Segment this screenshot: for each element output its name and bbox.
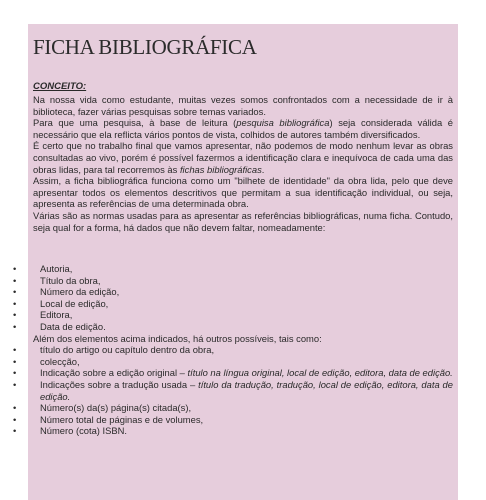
bullet-icon: • bbox=[13, 378, 17, 390]
bullet-icon: • bbox=[13, 344, 17, 356]
list-item bbox=[0, 402, 486, 414]
list-item-text: Indicação sobre a edição original – bbox=[40, 367, 188, 379]
paragraph-3: É certo que no trabalho final que vamos apresentar, não podemos de modo nenhum levar as obras consultadas ao vivo, porém é possível fazermos a identificação clara e inequívoca de cada uma das obras lidas, para tal recorremos às fichas bibliográficas. bbox=[33, 140, 453, 175]
list-item bbox=[0, 275, 486, 287]
list-item-text: Número da edição, bbox=[40, 286, 120, 298]
bullet-icon: • bbox=[13, 320, 17, 332]
required-items-list bbox=[0, 263, 486, 437]
paragraph-5: Várias são as normas usadas para as apresentar as referências bibliográficas, numa ficha. Contudo, seja qual for a forma, há dados que não devem faltar, nomeadamente: bbox=[33, 209, 453, 233]
bullet-icon: • bbox=[13, 309, 17, 321]
list-item-text: Editora, bbox=[40, 309, 73, 321]
list-item-italic: título da tradução, tradução, local de edição, editora, data de edição. bbox=[40, 378, 453, 402]
list-item bbox=[0, 286, 486, 298]
bullet-icon: • bbox=[13, 286, 17, 298]
section-heading: CONCEITO: bbox=[33, 81, 87, 92]
bullet-icon: • bbox=[13, 297, 17, 309]
list-item bbox=[0, 414, 486, 426]
list-item-text: Número (cota) ISBN. bbox=[40, 425, 128, 437]
list-item-text: Número(s) da(s) página(s) citada(s), bbox=[40, 402, 192, 414]
paragraph-2: Para que uma pesquisa, à base de leitura (pesquisa bibliográfica) seja considerada válida é necessário que ela reflicta vários pontos de vista, colhidos de autores também diversificados. bbox=[33, 117, 453, 140]
list-item-text: Número total de páginas e de volumes, bbox=[40, 413, 204, 425]
list-item bbox=[0, 367, 486, 379]
document-title: FICHA BIBLIOGRÁFICA bbox=[33, 35, 257, 59]
list-item-text: Indicações sobre a tradução usada – bbox=[40, 378, 199, 390]
list-item bbox=[0, 298, 486, 310]
bullet-icon: • bbox=[13, 402, 17, 414]
list-item-text: Autoria, bbox=[40, 263, 73, 274]
italic-term: pesquisa bibliográfica bbox=[236, 117, 330, 129]
list-item bbox=[0, 425, 486, 437]
list-item-text: Local de edição, bbox=[40, 297, 109, 309]
list-item-text: Título da obra, bbox=[40, 274, 101, 286]
list-item bbox=[0, 356, 486, 368]
list-item-text: título do artigo ou capítulo dentro da obra, bbox=[40, 344, 215, 356]
bullet-icon: • bbox=[13, 413, 17, 425]
paragraph-1: Na nossa vida como estudante, muitas vezes somos confrontados com a necessidade de ir à biblioteca, fazer várias pesquisas sobre temas variados. bbox=[33, 94, 453, 117]
list-intro-text: Além dos elementos acima indicados, há outros possíveis, tais como: bbox=[33, 332, 322, 344]
list-item bbox=[0, 263, 486, 275]
bullet-icon: • bbox=[13, 274, 17, 286]
list-item bbox=[0, 309, 486, 321]
list-item bbox=[0, 379, 486, 402]
list-item-italic: título na língua original, local de edição, editora, data de edição. bbox=[187, 367, 453, 379]
list-item bbox=[0, 344, 486, 356]
bullet-icon: • bbox=[13, 367, 17, 379]
list-item-text: Data de edição. bbox=[40, 320, 106, 332]
paragraph-4: Assim, a ficha bibliográfica funciona como um "bilhete de identidade" da obra lida, pelo que deve apresentar todos os elementos descritivos que permitam a sua identificação individual, ou seja, apresenta as referências de uma determinada obra. bbox=[33, 175, 453, 210]
bullet-icon: • bbox=[13, 355, 17, 367]
body-text bbox=[33, 94, 453, 233]
list-item bbox=[0, 321, 486, 333]
list-item-text: colecção, bbox=[40, 355, 80, 367]
italic-term: fichas bibliográficas bbox=[179, 163, 262, 175]
bullet-icon: • bbox=[13, 263, 17, 274]
bullet-icon: • bbox=[13, 425, 17, 437]
